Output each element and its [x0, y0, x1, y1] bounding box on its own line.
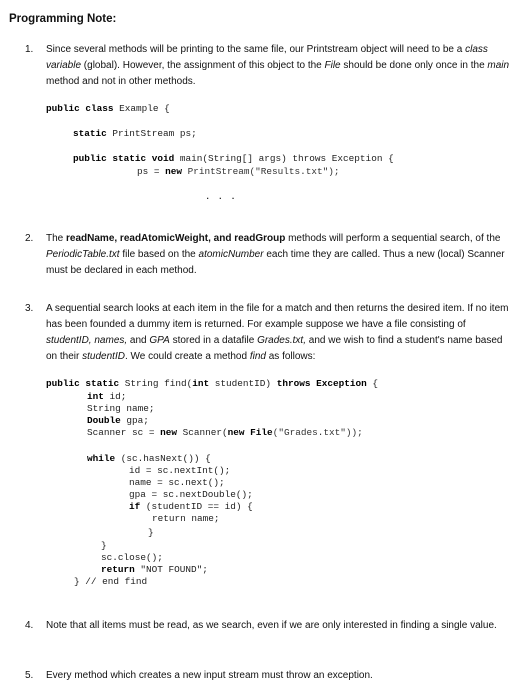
code-line-return-name: return name; [152, 513, 220, 524]
code-line-sc-close: sc.close(); [101, 552, 163, 563]
code-line-if: if (studentID == id) { [129, 501, 253, 512]
code-line-string-name: String name; [87, 403, 155, 414]
code-line-while: while (sc.hasNext()) { [87, 453, 211, 464]
item-text: The readName, readAtomicWeight, and readGroup methods will perform a sequential search, of the PeriodicTable.txt file based on the atomicNumber each time they are called. Thus a new (local) Scanner must be declared in each method. [46, 233, 505, 276]
page-title: Programming Note: [9, 13, 117, 25]
code-line-scanner: Scanner sc = new Scanner(new File("Grades.txt")); [87, 427, 363, 438]
item-number: 3. [25, 303, 34, 314]
code-line-find-signature: public static String find(int studentID) throws Exception { [46, 378, 378, 389]
code-line-next-int: id = sc.nextInt(); [129, 465, 231, 476]
item-text: Since several methods will be printing to the same file, our Printstream object will need to be a class variable (global). However, the assignment of this object to the File should be done only once in the main method and not in other methods. [46, 44, 510, 87]
item-text: Note that all items must be read, as we search, even if we are only interested in finding a single value. [46, 620, 497, 631]
item-number: 5. [25, 670, 34, 681]
code-line-return-not-found: return "NOT FOUND"; [101, 564, 208, 575]
code-block-class-declaration: public class Example { [46, 103, 170, 114]
code-line-double-gpa: Double gpa; [87, 415, 149, 426]
code-line-next-double: gpa = sc.nextDouble(); [129, 489, 253, 500]
code-line-next: name = sc.next(); [129, 477, 225, 488]
code-line-close-while: } [101, 540, 107, 551]
code-line-printstream: ps = new PrintStream("Results.txt"); [137, 166, 340, 177]
item-number: 4. [25, 620, 34, 631]
code-line-end-find: } // end find [74, 576, 148, 587]
code-line-main: public static void main(String[] args) throws Exception { [73, 153, 394, 164]
code-line-int-id: int id; [87, 391, 127, 402]
code-line-static-field: static PrintStream ps; [73, 128, 197, 139]
item-number: 1. [25, 44, 34, 55]
item-text: A sequential search looks at each item in the file for a match and then returns the desired item. If no item has been founded a dummy item is returned. For example suppose we have a file consisting of studentID, names, and GPA stored in a datafile Grades.txt, and we wish to find a student's name based on their studentID. We could create a method find as follows: [46, 303, 509, 362]
item-number: 2. [25, 233, 34, 244]
item-text: Every method which creates a new input stream must throw an exception. [46, 670, 373, 681]
code-line-close-if: } [148, 527, 154, 538]
code-ellipsis: . . . [206, 188, 238, 202]
